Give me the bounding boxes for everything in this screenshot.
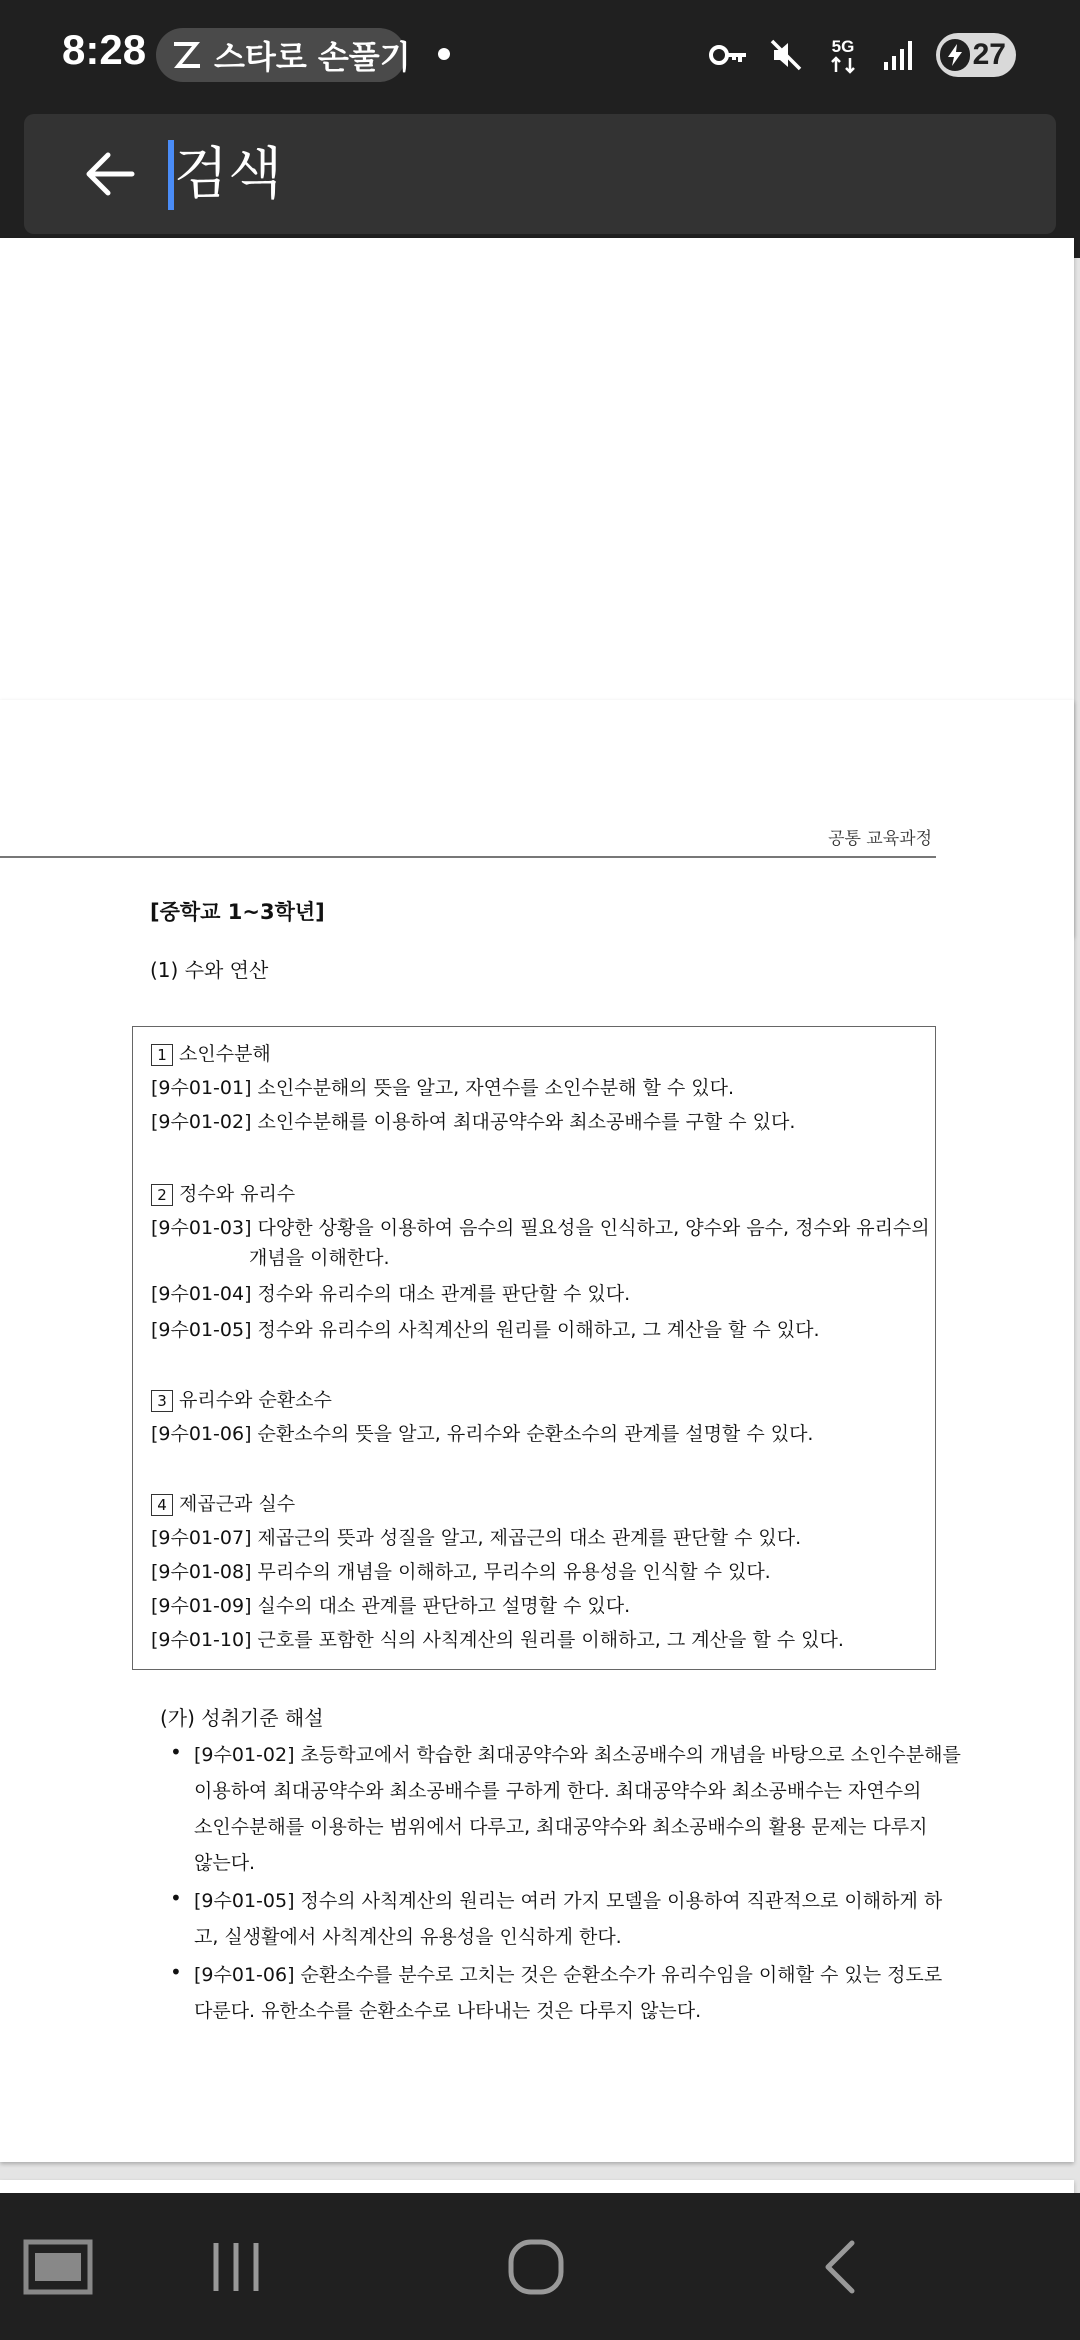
standards-heading: 2 정수와 유리수 — [151, 1179, 295, 1206]
recent-apps-button[interactable] — [186, 2217, 286, 2317]
status-time: 8:28 — [62, 26, 147, 73]
home-icon — [506, 2237, 566, 2297]
explanation-title: (가) 성취기준 해설 — [160, 1706, 324, 1730]
nav-back-icon — [820, 2237, 860, 2297]
status-icons — [708, 28, 1016, 82]
standards-box — [132, 1026, 936, 1670]
explanation-line: 이용하여 최대공약수와 최소공배수를 구하게 한다. 최대공약수와 최소공배수는 자연수의 — [194, 1780, 922, 1802]
standard-line-continued: 개념을 이해한다. — [249, 1247, 390, 1269]
keyboard-icon — [23, 2239, 93, 2295]
running-head: 공통 교육과정 — [828, 829, 932, 849]
document-viewer[interactable] — [0, 258, 1080, 2193]
explanation-line: [9수01-05] 정수의 사칙계산의 원리는 여러 가지 모델을 이용하여 직관적으로 이해하게 하 — [194, 1890, 943, 1912]
standard-line: [9수01-05] 정수와 유리수의 사칙계산의 원리를 이해하고, 그 계산을 할 수 있다. — [151, 1319, 820, 1341]
home-button[interactable] — [486, 2217, 586, 2317]
signal-icon — [882, 38, 916, 72]
notification-text: 스타로 손풀기 — [214, 38, 411, 76]
explanation-line: [9수01-02] 초등학교에서 학습한 최대공약수와 최소공배수의 개념을 바탕으로 소인수분해를 — [194, 1744, 961, 1766]
standard-line: [9수01-04] 정수와 유리수의 대소 관계를 판단할 수 있다. — [151, 1283, 631, 1305]
explanation-line: 고, 실생활에서 사칙계산의 유용성을 인식하게 한다. — [194, 1926, 622, 1948]
standard-line: [9수01-02] 소인수분해를 이용하여 최대공약수와 최소공배수를 구할 수 있다. — [151, 1111, 796, 1133]
app-z-icon — [170, 38, 204, 72]
standard-line: [9수01-07] 제곱근의 뜻과 성질을 알고, 제곱근의 대소 관계를 판단할 수 있다. — [151, 1527, 802, 1549]
standard-line: [9수01-08] 무리수의 개념을 이해하고, 무리수의 유용성을 인식할 수 있다. — [151, 1561, 771, 1583]
heading-number: 3 — [151, 1390, 173, 1412]
standard-line: [9수01-03] 다양한 상황을 이용하여 음수의 필요성을 인식하고, 양수와 음수, 정수와 유리수의 — [151, 1217, 930, 1239]
recent-apps-icon — [210, 2239, 262, 2295]
header-rule — [0, 856, 936, 858]
pdf-page-33 — [0, 700, 1074, 2162]
explanation-line: 소인수분해를 이용하는 범위에서 다루고, 최대공약수와 최소공배수의 활용 문제는 다루지 — [194, 1816, 928, 1838]
network-5g-icon — [824, 34, 862, 76]
section-title: (1) 수와 연산 — [150, 958, 269, 982]
heading-number: 1 — [151, 1044, 173, 1066]
heading-number: 4 — [151, 1494, 173, 1516]
search-input[interactable] — [174, 130, 1034, 218]
explanation-line: 다룬다. 유한소수를 순환소수로 나타내는 것은 다루지 않는다. — [194, 2000, 702, 2022]
standard-line: [9수01-01] 소인수분해의 뜻을 알고, 자연수를 소인수분해 할 수 있다. — [151, 1077, 735, 1099]
arrow-left-icon — [84, 151, 136, 197]
charging-bolt-icon — [940, 39, 970, 71]
keyboard-toggle-button[interactable] — [8, 2217, 108, 2317]
explanation-line: [9수01-06] 순환소수를 분수로 고치는 것은 순환소수가 유리수임을 이해할 수 있는 정도로 — [194, 1964, 943, 1986]
battery-indicator — [936, 33, 1016, 77]
standard-line: [9수01-10] 근호를 포함한 식의 사칙계산의 원리를 이해하고, 그 계산을 할 수 있다. — [151, 1629, 844, 1651]
back-button[interactable] — [70, 136, 150, 212]
vpn-key-icon — [708, 40, 748, 70]
status-bar — [0, 0, 1080, 110]
standards-heading: 1 소인수분해 — [151, 1039, 271, 1066]
heading-number: 2 — [151, 1184, 173, 1206]
standard-line: [9수01-09] 실수의 대소 관계를 판단하고 설명할 수 있다. — [151, 1595, 631, 1617]
network-label: 5G — [831, 37, 855, 56]
standards-heading: 3 유리수와 순환소수 — [151, 1385, 332, 1412]
bullet: • — [170, 1740, 182, 1764]
notification-pill[interactable] — [156, 28, 411, 82]
bullet: • — [170, 1886, 182, 1910]
standards-heading: 4 제곱근과 실수 — [151, 1489, 295, 1516]
nav-back-button[interactable] — [790, 2217, 890, 2317]
notification-dot — [438, 48, 450, 60]
mute-icon — [768, 37, 804, 73]
grade-title: [중학교 1~3학년] — [150, 900, 325, 924]
bullet: • — [170, 1960, 182, 1984]
battery-level: 27 — [972, 38, 1006, 71]
explanation-line: 않는다. — [194, 1852, 256, 1874]
standard-line: [9수01-06] 순환소수의 뜻을 알고, 유리수와 순환소수의 관계를 설명할 수 있다. — [151, 1423, 814, 1445]
search-bar — [24, 114, 1056, 234]
navigation-bar — [0, 2193, 1080, 2340]
